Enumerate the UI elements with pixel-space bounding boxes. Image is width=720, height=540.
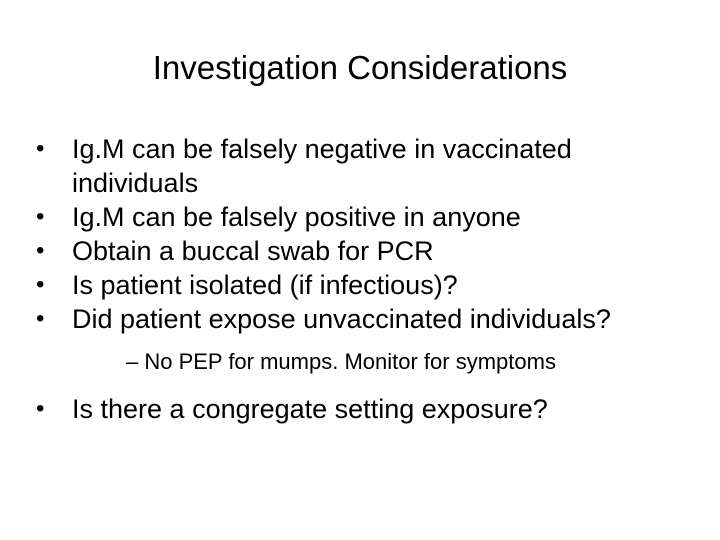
bullet-item [36, 302, 686, 336]
bullet-text: Ig.M can be falsely negative in vaccinated individuals [72, 134, 572, 198]
bullet-marker: • [36, 395, 45, 422]
bullet-text: Is patient isolated (if infectious)? [72, 270, 458, 300]
bullet-list [36, 132, 686, 426]
bullet-item [36, 392, 686, 426]
bullet-text: Ig.M can be falsely positive in anyone [72, 202, 521, 232]
bullet-marker: • [36, 271, 45, 298]
bullet-text: Is there a congregate setting exposure? [72, 394, 548, 424]
sub-bullet-item [36, 348, 686, 376]
bullet-item [36, 268, 686, 302]
bullet-item [36, 132, 686, 200]
bullet-text: Obtain a buccal swab for PCR [72, 236, 434, 266]
bullet-item [36, 234, 686, 268]
bullet-marker: • [36, 237, 45, 264]
bullet-marker: • [36, 203, 45, 230]
bullet-item [36, 200, 686, 234]
slide-title: Investigation Considerations [152, 49, 568, 86]
sub-bullet-text: – No PEP for mumps. Monitor for symptoms [126, 349, 556, 374]
bullet-marker: • [36, 135, 45, 162]
bullet-marker: • [36, 305, 45, 332]
bullet-text: Did patient expose unvaccinated individuals? [72, 304, 611, 334]
